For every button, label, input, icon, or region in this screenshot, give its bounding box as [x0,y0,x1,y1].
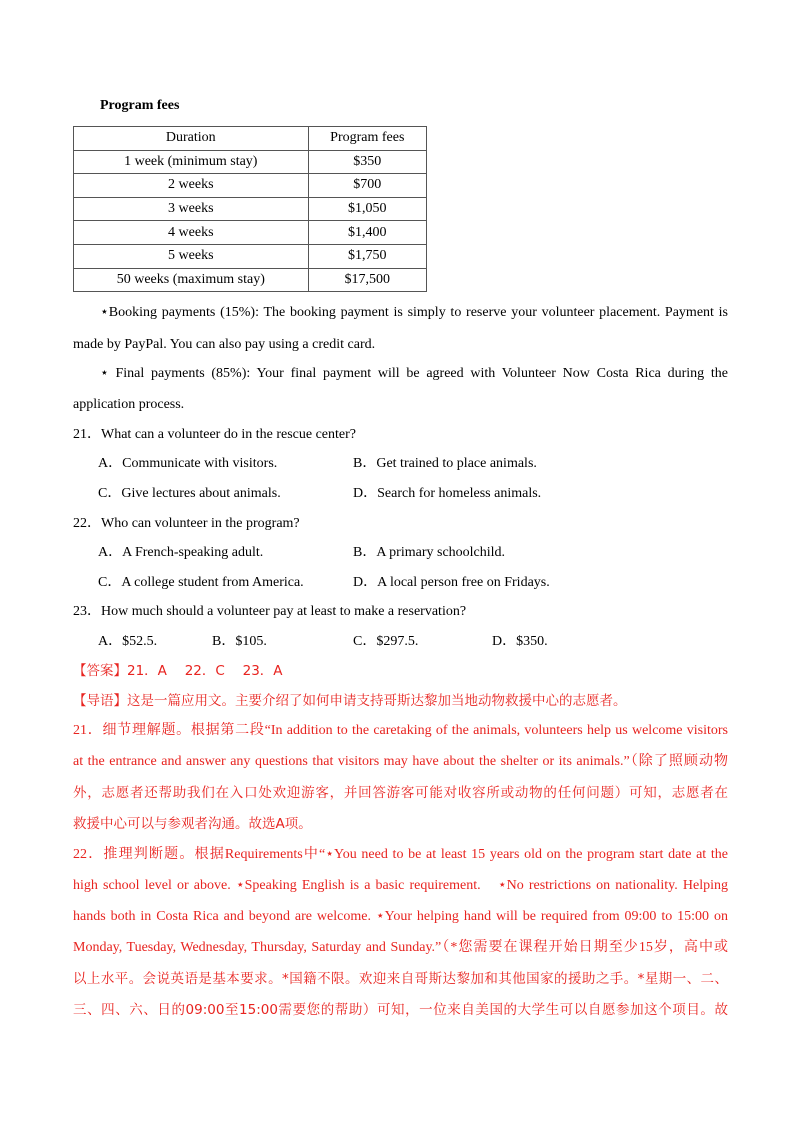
fee-cell: $1,750 [308,244,426,268]
section-title: Program fees [100,98,180,113]
explanation-22-line-3: hands both in Costa Rica and beyond are welcome. ⋆Your helping hand will be required from 09:00 to 15:00 on [73,909,728,924]
program-fees-table [73,126,427,292]
explanation-21-line-3: 外，志愿者还帮助我们在入口处欢迎游客，并回答游客可能对收容所或动物的任何问题）可知，志愿者在 [73,785,728,801]
question-21-option-b: B．Get trained to place animals. [353,456,537,471]
question-22-option-d: D．A local person free on Fridays. [353,575,550,590]
question-23-stem: 23．How much should a volunteer pay at least to make a reservation? [73,604,467,619]
fee-cell: $350 [308,150,426,174]
duration-cell: 5 weeks [74,244,309,268]
table-row [74,221,427,245]
question-22-option-c: C．A college student from America. [98,575,304,590]
duration-cell: 3 weeks [74,197,309,221]
table-row [74,244,427,268]
fee-cell: $17,500 [308,268,426,292]
final-note-line-1: ⋆ Final payments (85%): Your final payment will be agreed with Volunteer Now Costa Rica during the [100,366,728,381]
passage-intro: 【导语】这是一篇应用文。主要介绍了如何申请支持哥斯达黎加当地动物救援中心的志愿者。 [73,693,627,709]
duration-cell: 2 weeks [74,174,309,198]
question-23-option-c: C．$297.5. [353,634,419,649]
explanation-22-line-4: Monday, Tuesday, Wednesday, Thursday, Saturday and Sunday.”（*您需要在课程开始日期至少15岁，高中或 [73,940,728,955]
question-21-option-a: A．Communicate with visitors. [98,456,278,471]
fee-cell: $1,400 [308,221,426,245]
question-22-stem: 22．Who can volunteer in the program? [73,516,300,531]
column-header-duration: Duration [74,127,309,151]
table-row [74,197,427,221]
question-21-option-c: C．Give lectures about animals. [98,486,281,501]
explanation-21-line-4: 救援中心可以与参观者沟通。故选A项。 [73,816,312,832]
explanation-22-line-5: 以上水平。会说英语是基本要求。*国籍不限。欢迎来自哥斯达黎加和其他国家的援助之手。*星期一、二、 [73,971,728,987]
final-note-line-2: application process. [73,397,185,412]
booking-note-line-1: ⋆Booking payments (15%): The booking payment is simply to reserve your volunteer placement. Payment is [100,305,728,320]
question-21-option-d: D．Search for homeless animals. [353,486,542,501]
duration-cell: 50 weeks (maximum stay) [74,268,309,292]
duration-cell: 1 week (minimum stay) [74,150,309,174]
explanation-21-line-2: at the entrance and answer any questions that visitors may have about the shelter or its animals.”（除了照顾动物 [73,754,728,769]
explanation-22-line-1: 22．推理判断题。根据Requirements中“⋆You need to be at least 15 years old on the program start date at the [73,847,728,862]
table-header-row [74,127,427,151]
question-21-stem: 21．What can a volunteer do in the rescue center? [73,427,356,442]
question-23-option-b: B．$105. [212,634,267,649]
booking-note-line-2: made by PayPal. You can also pay using a credit card. [73,337,376,352]
question-22-option-b: B．A primary schoolchild. [353,545,506,560]
question-23-option-a: A．$52.5. [98,634,158,649]
column-header-fees: Program fees [308,127,426,151]
table-row [74,268,427,292]
fee-cell: $700 [308,174,426,198]
explanation-21-line-1: 21．细节理解题。根据第二段“In addition to the caretaking of the animals, volunteers help us welcome visitors [73,723,728,738]
explanation-22-line-2: high school level or above. ⋆Speaking English is a basic requirement. ⋆No restrictions on nationality. Helping [73,878,728,893]
explanation-22-line-6: 三、四、六、日的09:00至15:00需要您的帮助）可知，一位来自美国的大学生可以自愿参加这个项目。故 [73,1002,728,1018]
table-row [74,150,427,174]
question-22-option-a: A．A French-speaking adult. [98,545,264,560]
duration-cell: 4 weeks [74,221,309,245]
fee-cell: $1,050 [308,197,426,221]
table-row [74,174,427,198]
answer-key: 【答案】21．A 22．C 23．A [73,663,283,679]
question-23-option-d: D．$350. [492,634,548,649]
